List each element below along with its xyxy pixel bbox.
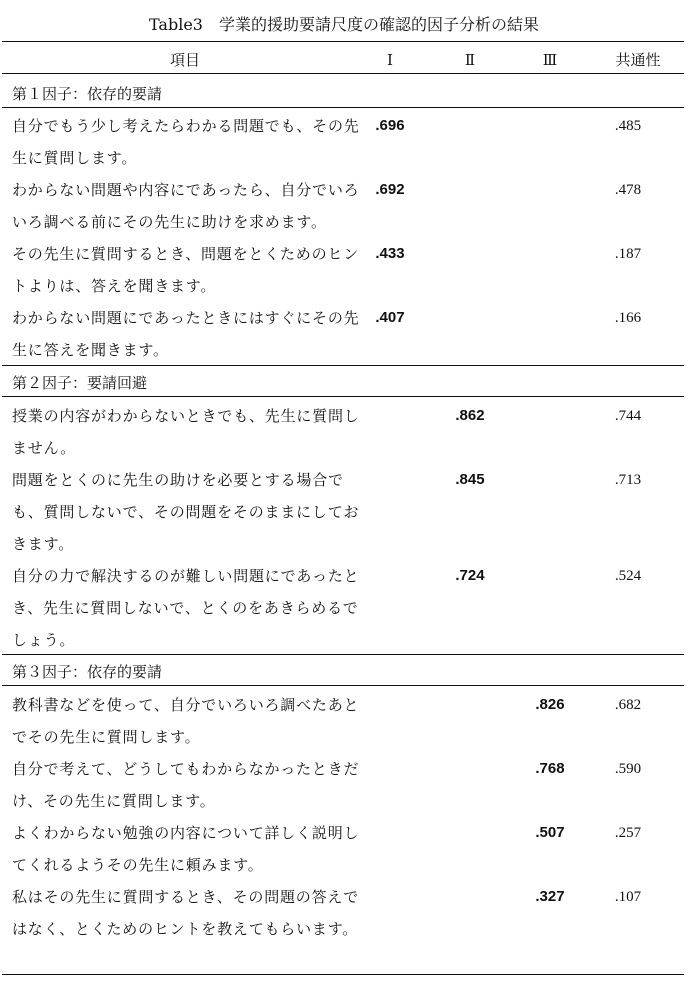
header-factor-3: Ⅲ bbox=[542, 51, 558, 69]
factor-2-item-2-communality: .713 bbox=[614, 472, 642, 488]
factor-1-item-4-loading: .407 bbox=[375, 309, 405, 326]
factor-3-item-4-communality: .107 bbox=[614, 889, 642, 905]
factor-1-item-3-communality: .187 bbox=[614, 246, 642, 262]
bottom-rule bbox=[2, 974, 684, 975]
factor-1-item-1-text: 自分でもう少し考えたらわかる問題でも、その先生に質問します。 bbox=[12, 117, 360, 167]
factor-1-rule bbox=[2, 107, 684, 108]
top-rule bbox=[2, 41, 684, 42]
factor-3-item-4-text: 私はその先生に質問するとき、その問題の答えではなく、とくためのヒントを教えてもらいます。 bbox=[12, 888, 360, 938]
factor-2-rule bbox=[2, 396, 684, 397]
factor-2-label: 第２因子：要請回避 bbox=[12, 374, 148, 392]
factor-2-item-1-text: 授業の内容がわからないときでも、先生に質問しません。 bbox=[12, 407, 360, 457]
factor-3-item-2-loading: .768 bbox=[535, 760, 565, 777]
header-factor-2: Ⅱ bbox=[464, 51, 476, 69]
factor-2-item-3-loading: .724 bbox=[455, 567, 485, 584]
factor-2-top-rule bbox=[2, 365, 684, 366]
factor-2-item-2-loading: .845 bbox=[455, 471, 485, 488]
factor-3-item-1-loading: .826 bbox=[535, 696, 565, 713]
factor-3-item-3-communality: .257 bbox=[614, 825, 642, 841]
factor-3-item-4-loading: .327 bbox=[535, 888, 565, 905]
factor-3-item-1-text: 教科書などを使って、自分でいろいろ調べたあとでその先生に質問します。 bbox=[12, 696, 360, 746]
factor-1-item-2-text: わからない問題や内容にであったら、自分でいろいろ調べる前にその先生に助けを求めます。 bbox=[12, 181, 360, 231]
factor-3-item-3-text: よくわからない勉強の内容について詳しく説明してくれるようその先生に頼みます。 bbox=[12, 824, 360, 874]
factor-2-item-1-communality: .744 bbox=[614, 408, 642, 424]
header-item: 項目 bbox=[169, 51, 200, 69]
factor-1-item-4-communality: .166 bbox=[614, 310, 642, 326]
factor-2-item-2-text: 問題をとくのに先生の助けを必要とする場合でも、質問しないで、その問題をそのままにしておきます。 bbox=[12, 471, 360, 553]
factor-2-item-3-text: 自分の力で解決するのが難しい問題にであったとき、先生に質問しないで、とくのをあきらめるでしょう。 bbox=[12, 567, 360, 649]
factor-1-label: 第１因子：依存的要請 bbox=[12, 85, 163, 103]
factor-1-item-3-text: その先生に質問するとき、問題をとくためのヒントよりは、答えを聞きます。 bbox=[12, 245, 360, 295]
factor-3-item-2-text: 自分で考えて、どうしてもわからなかったときだけ、その先生に質問します。 bbox=[12, 760, 360, 810]
header-factor-1: Ⅰ bbox=[387, 51, 393, 69]
factor-1-item-2-communality: .478 bbox=[614, 182, 642, 198]
factor-3-rule bbox=[2, 685, 684, 686]
factor-1-item-2-loading: .692 bbox=[375, 181, 405, 198]
factor-1-item-1-communality: .485 bbox=[614, 118, 642, 134]
factor-3-item-1-communality: .682 bbox=[614, 697, 642, 713]
header-rule bbox=[2, 73, 684, 74]
factor-3-label: 第３因子：依存的要請 bbox=[12, 663, 163, 681]
factor-3-top-rule bbox=[2, 654, 684, 655]
factor-3-item-3-loading: .507 bbox=[535, 824, 565, 841]
factor-1-item-1-loading: .696 bbox=[375, 117, 405, 134]
table-title: Table3 学業的援助要請尺度の確認的因子分析の結果 bbox=[149, 15, 539, 34]
header-communality: 共通性 bbox=[615, 51, 661, 69]
factor-1-item-3-loading: .433 bbox=[375, 245, 405, 262]
factor-3-item-2-communality: .590 bbox=[614, 761, 642, 777]
factor-2-item-1-loading: .862 bbox=[455, 407, 485, 424]
factor-1-item-4-text: わからない問題にであったときにはすぐにその先生に答えを聞きます。 bbox=[12, 309, 360, 359]
factor-2-item-3-communality: .524 bbox=[614, 568, 642, 584]
